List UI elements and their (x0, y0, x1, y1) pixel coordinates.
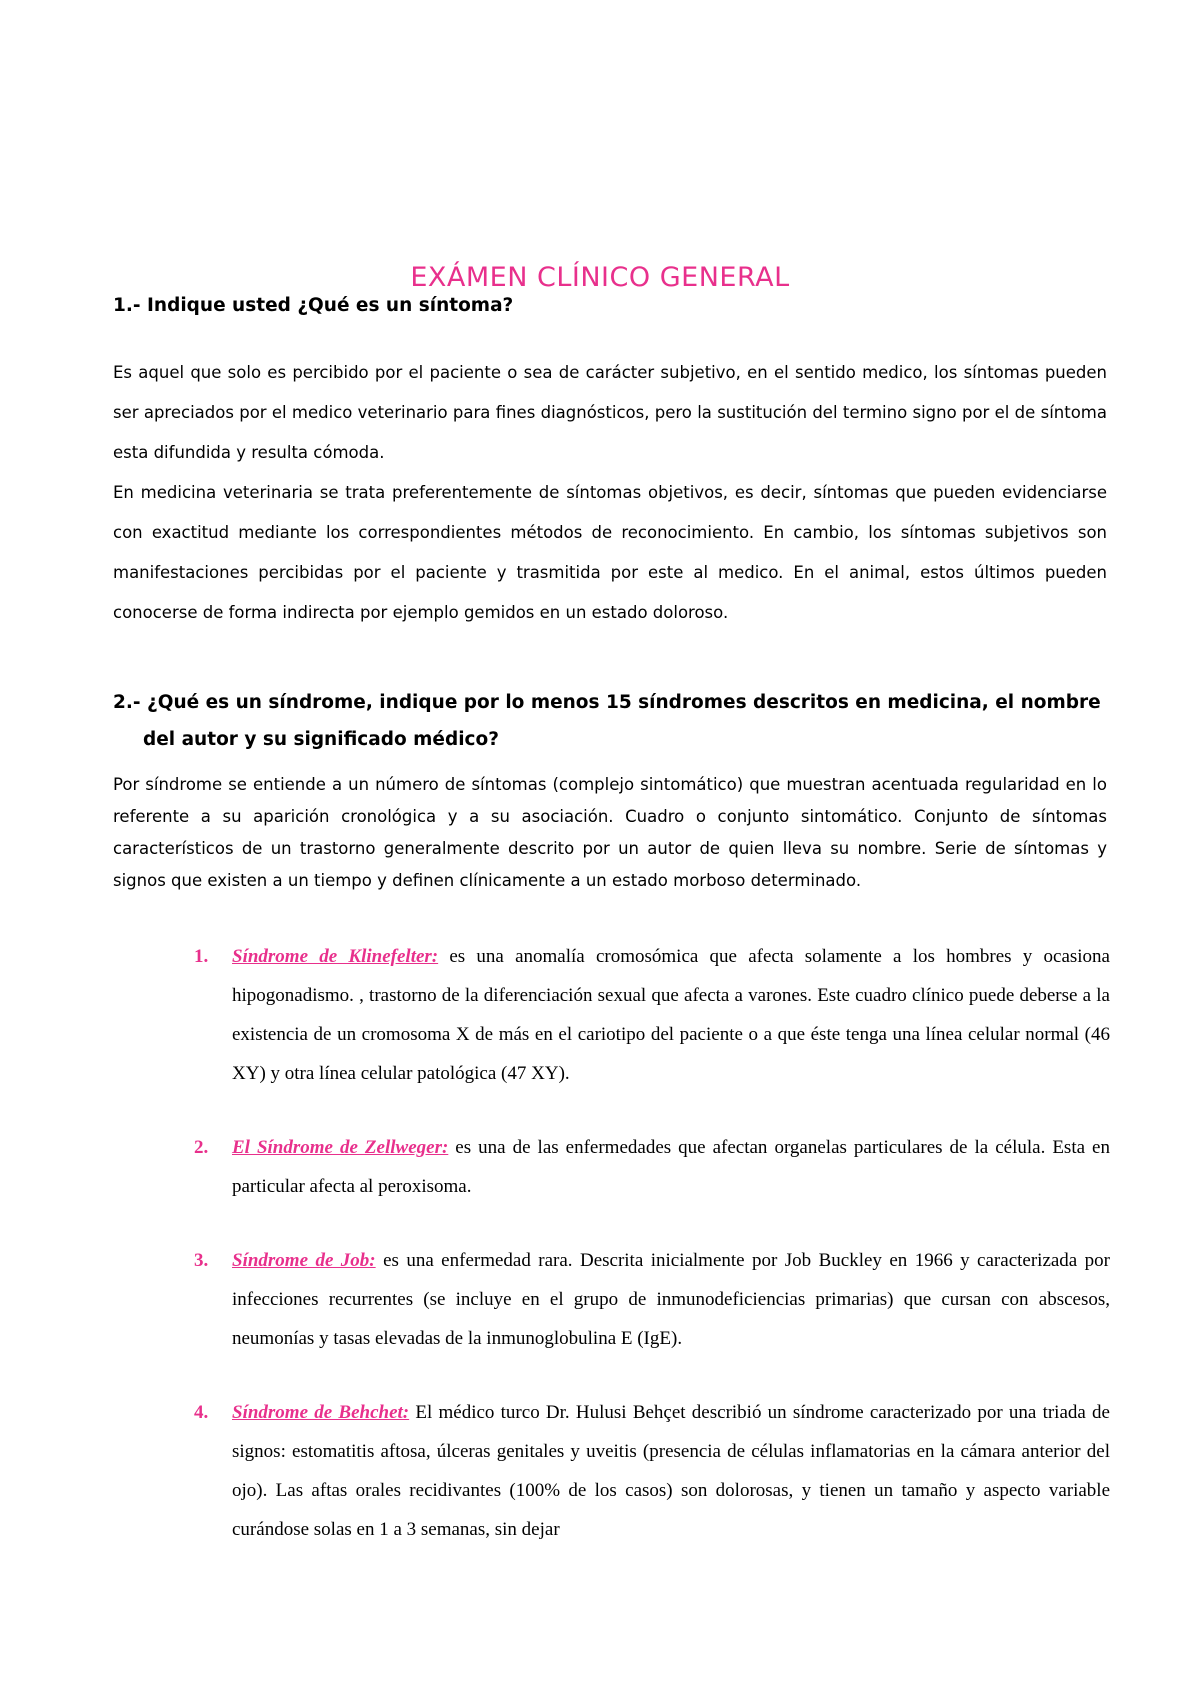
syndrome-name: Síndrome de Behchet: (232, 1402, 410, 1423)
syndrome-description: El médico turco Dr. Hulusi Behçet describió un síndrome caracterizado por una triada de signos: estomatitis aftosa, úlceras genitales y uveitis (presencia de células inflamatorias en la cámara anterior del ojo). Las aftas orales recidivantes (100% de los casos) son dolorosas, y tienen un tamaño y aspecto variable curándose solas en 1 a 3 semanas, sin dejar (232, 1402, 1110, 1540)
syndrome-name: El Síndrome de Zellweger: (232, 1137, 449, 1158)
syndrome-list (160, 937, 1110, 1549)
list-item (160, 1393, 1110, 1549)
syndrome-name: Síndrome de Klinefelter: (232, 946, 439, 967)
list-item (160, 1128, 1110, 1206)
document-title: EXÁMEN CLÍNICO GENERAL (410, 262, 790, 293)
syndrome-description: es una anomalía cromosómica que afecta solamente a los hombres y ocasiona hipogonadismo. , trastorno de la diferenciación sexual que afecta a varones. Este cuadro clínico puede deberse a la existencia de un cromosoma X de más en el cariotipo del paciente o a que éste tenga una línea celular normal (46 XY) y otra línea celular patológica (47 XY). (232, 946, 1110, 1084)
list-item-number: 1. (194, 946, 209, 967)
syndrome-description: es una de las enfermedades que afectan organelas particulares de la célula. Esta en particular afecta al peroxisoma. (232, 1137, 1110, 1197)
answer-1-paragraph-2: En medicina veterinaria se trata preferentemente de síntomas objetivos, es decir, síntomas que pueden evidenciarse con exactitud mediante los correspondientes métodos de reconocimiento. En cambio, los síntomas subjetivos son manifestaciones percibidas por el paciente y trasmitida por este al medico. En el animal, estos últimos pueden conocerse de forma indirecta por ejemplo gemidos en un estado doloroso. (113, 483, 1107, 622)
answer-1-paragraph-1: Es aquel que solo es percibido por el paciente o sea de carácter subjetivo, en el sentido medico, los síntomas pueden ser apreciados por el medico veterinario para fines diagnósticos, pero la sustitución del termino signo por el de síntoma esta difundida y resulta cómoda. (113, 363, 1107, 462)
question-1-heading: 1.- Indique usted ¿Qué es un síntoma? (113, 295, 514, 316)
question-2-heading: 2.- ¿Qué es un síndrome, indique por lo menos 15 síndromes descritos en medicina, el nombre del autor y su significado médico? (113, 692, 1101, 750)
list-item-number: 3. (194, 1250, 209, 1271)
list-item-number: 4. (194, 1402, 209, 1423)
list-item-number: 2. (194, 1137, 209, 1158)
syndrome-description: es una enfermedad rara. Descrita inicialmente por Job Buckley en 1966 y caracterizada por infecciones recurrentes (se incluye en el grupo de inmunodeficiencias primarias) que cursan con abscesos, neumonías y tasas elevadas de la inmunoglobulina E (IgE). (232, 1250, 1110, 1349)
answer-2-intro: Por síndrome se entiende a un número de síntomas (complejo sintomático) que muestran acentuada regularidad en lo referente a su aparición cronológica y a su asociación. Cuadro o conjunto sintomático. Conjunto de síntomas característicos de un trastorno generalmente descrito por un autor de quien lleva su nombre. Serie de síntomas y signos que existen a un tiempo y definen clínicamente a un estado morboso determinado. (113, 775, 1107, 890)
list-item (160, 1241, 1110, 1358)
syndrome-name: Síndrome de Job: (232, 1250, 376, 1271)
list-item (160, 937, 1110, 1093)
